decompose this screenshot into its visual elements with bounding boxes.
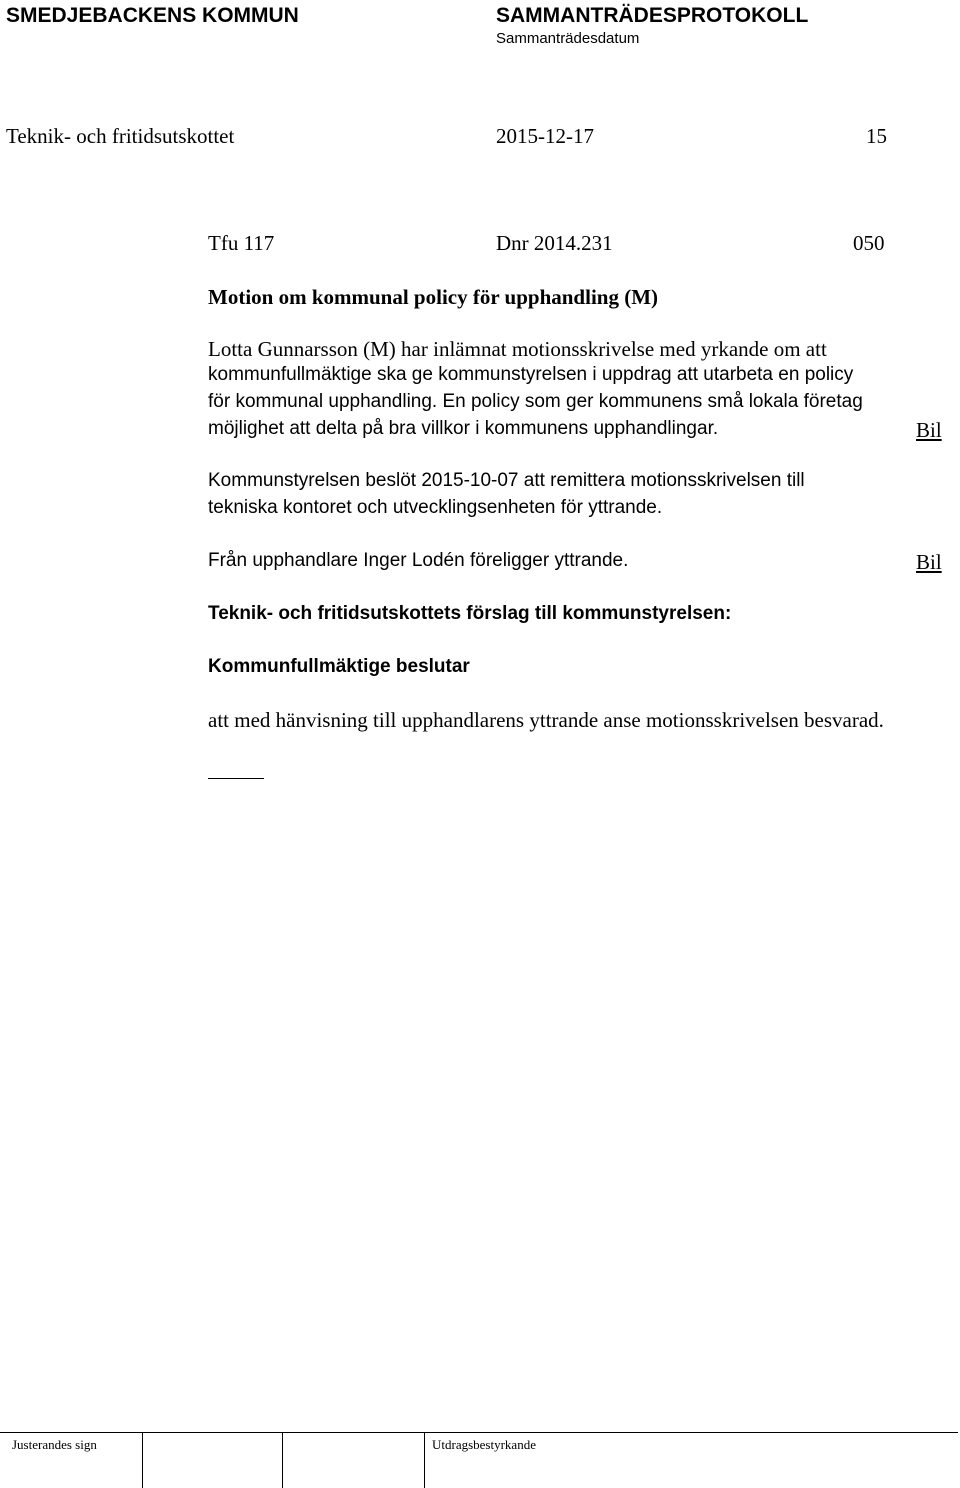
committee-name: Teknik- och fritidsutskottet	[6, 124, 235, 148]
case-title: Motion om kommunal policy för upphandling (M)	[208, 285, 659, 309]
footer-sign-label: Justerandes sign	[12, 1437, 97, 1452]
decision-heading: Kommunfullmäktige beslutar	[208, 656, 470, 677]
document-type: SAMMANTRÄDESPROTOKOLL	[496, 4, 809, 27]
decision-text: att med hänvisning till upphandlarens yttrande anse motionsskrivelsen besvarad.	[208, 708, 884, 732]
attachment-link-2[interactable]: Bil	[916, 550, 942, 574]
closing-rule	[208, 778, 264, 779]
municipality-name: SMEDJEBACKENS KOMMUN	[6, 4, 299, 27]
footer-divider-1	[142, 1432, 143, 1488]
paragraph-1-line-4: möjlighet att delta på bra villkor i kommunens upphandlingar.	[208, 418, 719, 439]
attachment-link-1[interactable]: Bil	[916, 418, 942, 442]
footer-top-border	[0, 1432, 958, 1433]
page-number: 15	[866, 124, 887, 148]
meeting-date: 2015-12-17	[496, 124, 594, 148]
paragraph-2-line-2: tekniska kontoret och utvecklingsenheten för yttrande.	[208, 497, 663, 518]
footer-divider-3	[424, 1432, 425, 1488]
meeting-date-label: Sammanträdesdatum	[496, 30, 640, 47]
paragraph-2-line-1: Kommunstyrelsen beslöt 2015-10-07 att remittera motionsskrivelsen till	[208, 470, 805, 491]
paragraph-1-line-2: kommunfullmäktige ska ge kommunstyrelsen i uppdrag att utarbeta en policy	[208, 364, 854, 385]
paragraph-3: Från upphandlare Inger Lodén föreligger yttrande.	[208, 550, 629, 571]
archive-code: 050	[853, 231, 885, 255]
case-number: Tfu 117	[208, 231, 275, 255]
footer-divider-2	[282, 1432, 283, 1488]
proposal-heading: Teknik- och fritidsutskottets förslag till kommunstyrelsen:	[208, 603, 732, 624]
diary-number: Dnr 2014.231	[496, 231, 613, 255]
paragraph-1-line-3: för kommunal upphandling. En policy som ger kommunens små lokala företag	[208, 391, 863, 412]
paragraph-1-line-1: Lotta Gunnarsson (M) har inlämnat motionsskrivelse med yrkande om att	[208, 337, 827, 361]
footer-extract-label: Utdragsbestyrkande	[432, 1437, 536, 1452]
